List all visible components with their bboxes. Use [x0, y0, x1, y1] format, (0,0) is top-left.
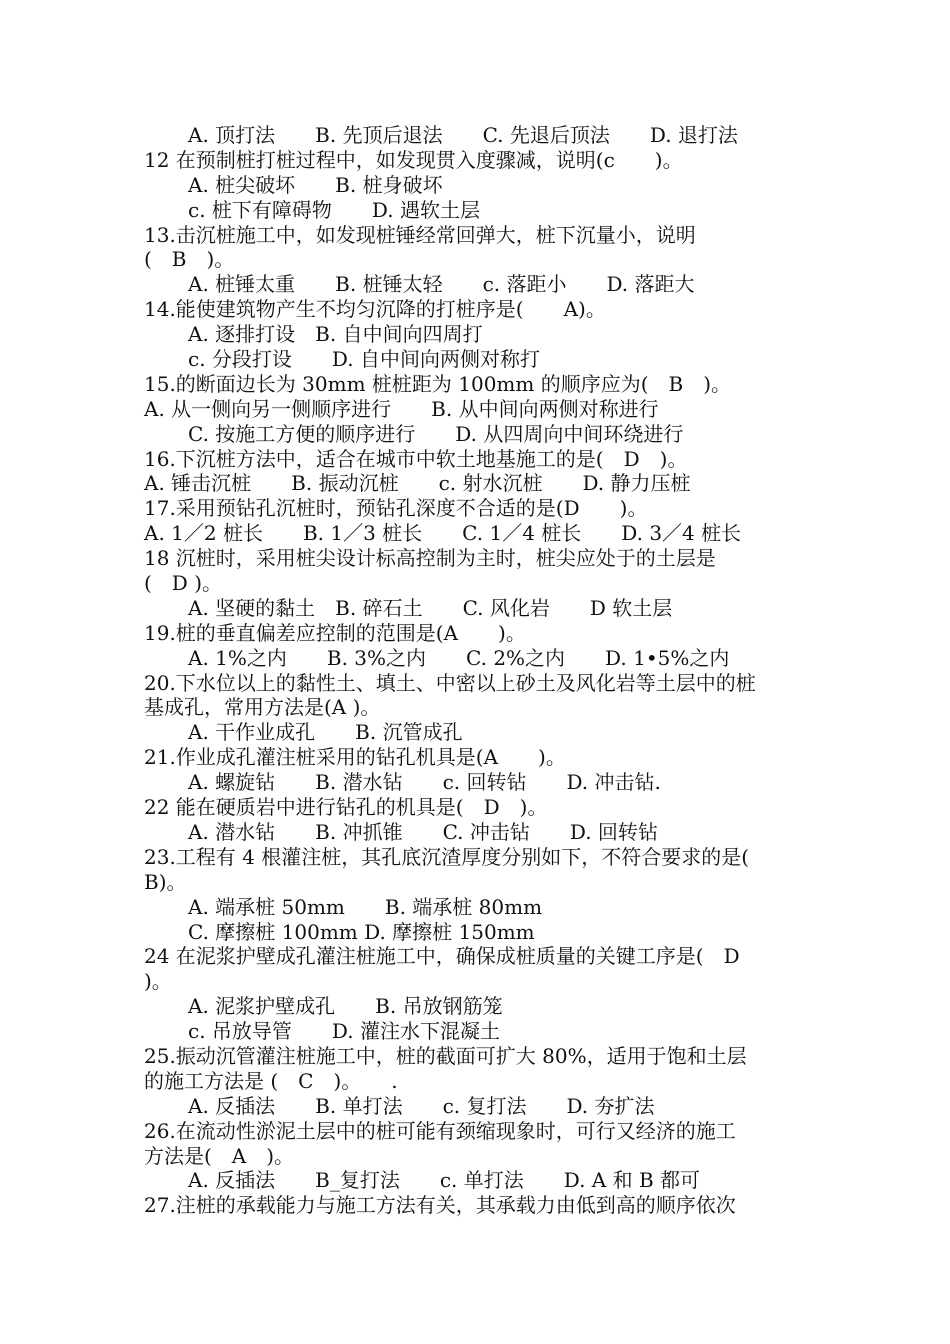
question-list — [144, 123, 814, 1218]
text-line: c. 桩下有障碍物 D. 遇软土层 — [188, 197, 480, 222]
text-line: 24 在泥浆护壁成孔灌注桩施工中，确保成桩质量的关键工序是( D — [144, 944, 740, 969]
text-line: 18 沉桩时，采用桩尖设计标高控制为主时，桩尖应处于的土层是 — [144, 546, 716, 571]
text-line: 21.作业成孔灌注桩采用的钻孔机具是(A )。 — [144, 745, 566, 770]
text-line: 方法是( A )。 — [144, 1143, 295, 1168]
text-line: A. 反插法 B. 单打法 c. 复打法 D. 夯扩法 — [188, 1093, 655, 1118]
text-line: 22 能在硬质岩中进行钻孔的机具是( D )。 — [144, 795, 548, 820]
text-line: 19.桩的垂直偏差应控制的范围是(A )。 — [144, 620, 526, 645]
text-line: C. 按施工方便的顺序进行 D. 从四周向中间环绕进行 — [188, 421, 684, 446]
text-line: 14.能使建筑物产生不均匀沉降的打桩序是( A)。 — [144, 297, 606, 322]
text-line: A. 干作业成孔 B. 沉管成孔 — [188, 720, 463, 745]
text-line: ( B )。 — [144, 247, 235, 272]
text-line: A. 端承桩 50mm B. 端承桩 80mm — [188, 894, 543, 919]
text-line: A. 桩锤太重 B. 桩锤太轻 c. 落距小 D. 落距大 — [188, 272, 695, 297]
text-line: B)。 — [144, 869, 187, 894]
text-line: 27.注桩的承载能力与施工方法有关，其承载力由低到高的顺序依次 — [144, 1193, 736, 1218]
text-line: A. 从一侧向另一侧顺序进行 B. 从中间向两侧对称进行 — [144, 396, 659, 421]
text-line: A. 潜水钻 B. 冲抓锥 C. 冲击钻 D. 回转钻 — [188, 819, 658, 844]
text-line: 13.击沉桩施工中，如发现桩锤经常回弹大，桩下沉量小，说明 — [144, 222, 696, 247]
text-line: C. 摩擦桩 100mm D. 摩擦桩 150mm — [188, 919, 535, 944]
text-line: 12 在预制桩打桩过程中，如发现贯入度骤减，说明(c )。 — [144, 147, 683, 172]
text-line: A. 锤击沉桩 B. 振动沉桩 c. 射水沉桩 D. 静力压桩 — [144, 471, 691, 496]
text-line: c. 分段打设 D. 自中间向两侧对称打 — [188, 347, 540, 372]
text-line: 20.下水位以上的黏性土、填土、中密以上砂土及风化岩等土层中的桩 — [144, 670, 756, 695]
text-line: A. 顶打法 B. 先顶后退法 C. 先退后顶法 D. 退打法 — [188, 123, 738, 147]
text-line: A. 桩尖破坏 B. 桩身破坏 — [188, 172, 443, 197]
text-line: ( D )。 — [144, 571, 222, 596]
text-line: 23.工程有 4 根灌注桩，其孔底沉渣厚度分别如下，不符合要求的是( — [144, 844, 750, 869]
text-line: 25.振动沉管灌注桩施工中，桩的截面可扩大 80%，适用于饱和土层 — [144, 1043, 747, 1068]
text-line: A. 泥浆护壁成孔 B. 吊放钢筋笼 — [188, 994, 503, 1019]
text-line: )。 — [144, 969, 172, 994]
text-line: 17.采用预钻孔沉桩时，预钻孔深度不合适的是(D )。 — [144, 496, 648, 521]
text-line: 基成孔，常用方法是(A )。 — [144, 695, 381, 720]
text-line: 16.下沉桩方法中，适合在城市中软土地基施工的是( D )。 — [144, 446, 688, 471]
text-line: 26.在流动性淤泥土层中的桩可能有颈缩现象时，可行又经济的施工 — [144, 1118, 736, 1143]
text-line: A. 螺旋钻 B. 潜水钻 c. 回转钻 D. 冲击钻. — [188, 770, 661, 795]
text-line: A. 1／2 桩长 B. 1／3 桩长 C. 1／4 桩长 D. 3／4 桩长 — [144, 521, 742, 546]
text-line: A. 坚硬的黏土 B. 碎石土 C. 风化岩 D 软土层 — [188, 595, 673, 620]
text-line: A. 逐排打设 B. 自中间向四周打 — [188, 322, 483, 347]
text-line: c. 吊放导管 D. 灌注水下混凝土 — [188, 1019, 500, 1044]
text-line: 的施工方法是 ( C )。 . — [144, 1068, 398, 1093]
text-line: 15.的断面边长为 30mm 桩桩距为 100mm 的顺序应为( B )。 — [144, 371, 732, 396]
text-line: A. 1%之内 B. 3%之内 C. 2%之内 D. 1•5%之内 — [188, 645, 730, 670]
text-line: A. 反插法 B_复打法 c. 单打法 D. A 和 B 都可 — [188, 1168, 701, 1193]
